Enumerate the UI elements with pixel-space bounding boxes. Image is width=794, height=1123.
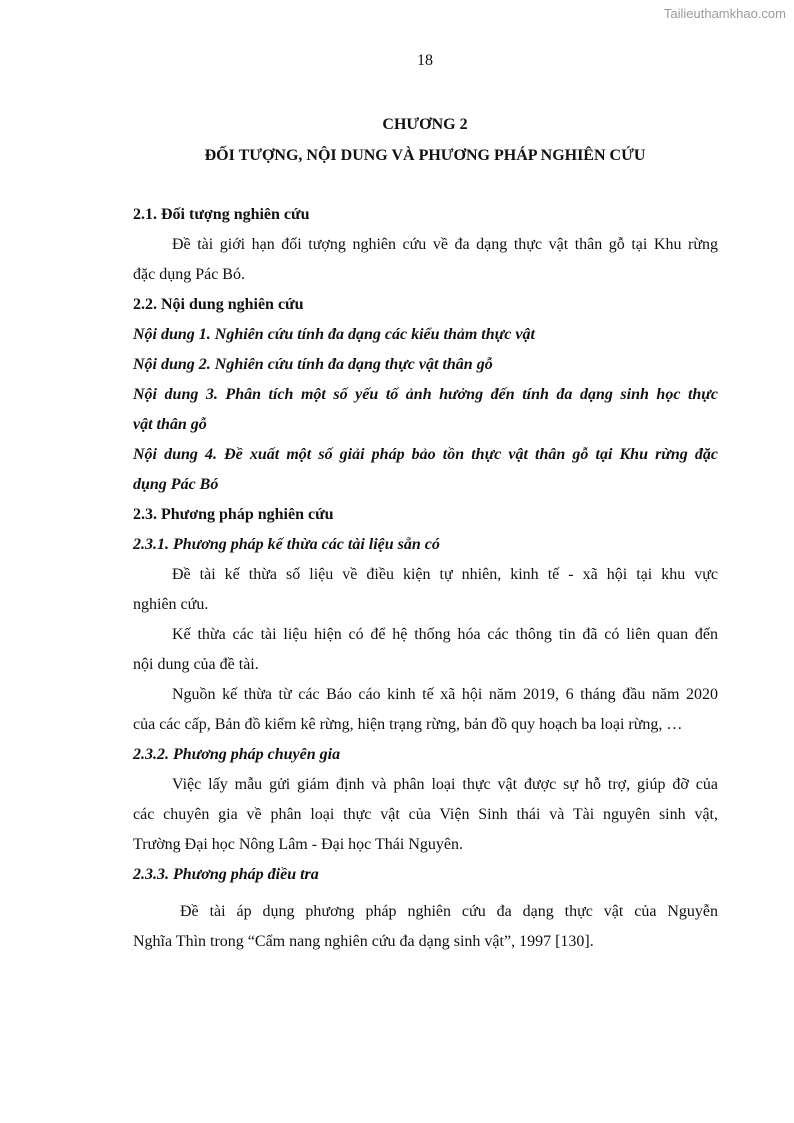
section-heading: 2.3. Phương pháp nghiên cứu (133, 506, 334, 523)
section-heading: 2.2. Nội dung nghiên cứu (133, 296, 304, 313)
content-item: Nội dung 3. Phân tích một số yếu tố ảnh hưởng đến tính đa dạng sinh học thực (133, 386, 718, 403)
subsection-heading: 2.3.3. Phương pháp điều tra (133, 866, 319, 883)
paragraph-line: Nghĩa Thìn trong “Cẩm nang nghiên cứu đa dạng sinh vật”, 1997 [130]. (133, 933, 594, 950)
content-item: Nội dung 1. Nghiên cứu tính đa dạng các kiểu thảm thực vật (133, 326, 535, 343)
watermark: Tailieuthamkhao.com (663, 6, 786, 21)
subsection-heading: 2.3.1. Phương pháp kế thừa các tài liệu sẵn có (133, 536, 440, 553)
paragraph-line: Việc lấy mẫu gửi giám định và phân loại thực vật được sự hỗ trợ, giúp đỡ của (172, 776, 718, 793)
chapter-title: CHƯƠNG 2 (382, 116, 468, 133)
paragraph-line: nghiên cứu. (133, 596, 209, 613)
section-heading: 2.1. Đối tượng nghiên cứu (133, 206, 310, 223)
paragraph-line: Kế thừa các tài liệu hiện có để hệ thống hóa các thông tin đã có liên quan đến (172, 626, 718, 643)
paragraph-line: nội dung của đề tài. (133, 656, 259, 673)
subsection-heading: 2.3.2. Phương pháp chuyên gia (133, 746, 341, 763)
content-item: Nội dung 4. Đề xuất một số giải pháp bảo tồn thực vật thân gỗ tại Khu rừng đặc (133, 446, 718, 463)
page-number: 18 (417, 52, 433, 69)
paragraph-line: của các cấp, Bản đồ kiểm kê rừng, hiện trạng rừng, bản đồ quy hoạch ba loại rừng, … (133, 716, 683, 733)
paragraph-line: Đề tài giới hạn đối tượng nghiên cứu về đa dạng thực vật thân gỗ tại Khu rừng (172, 236, 718, 253)
paragraph-line: Đề tài kế thừa số liệu về điều kiện tự nhiên, kinh tế - xã hội tại khu vực (172, 566, 718, 583)
content-item: Nội dung 2. Nghiên cứu tính đa dạng thực vật thân gỗ (133, 356, 493, 373)
paragraph-line: Đề tài áp dụng phương pháp nghiên cứu đa dạng thực vật của Nguyễn (180, 903, 718, 920)
chapter-subtitle: ĐỐI TƯỢNG, NỘI DUNG VÀ PHƯƠNG PHÁP NGHIÊN CỨU (204, 147, 646, 164)
paragraph-line: Nguồn kế thừa từ các Báo cáo kinh tế xã hội năm 2019, 6 tháng đầu năm 2020 (172, 686, 718, 703)
content-item: dụng Pác Bó (133, 476, 219, 493)
content-item: vật thân gỗ (133, 416, 207, 433)
paragraph-line: đặc dụng Pác Bó. (133, 266, 245, 283)
paragraph-line: Trường Đại học Nông Lâm - Đại học Thái Nguyên. (133, 836, 463, 853)
paragraph-line: các chuyên gia về phân loại thực vật của Viện Sinh thái và Tài nguyên sinh vật, (133, 806, 718, 823)
